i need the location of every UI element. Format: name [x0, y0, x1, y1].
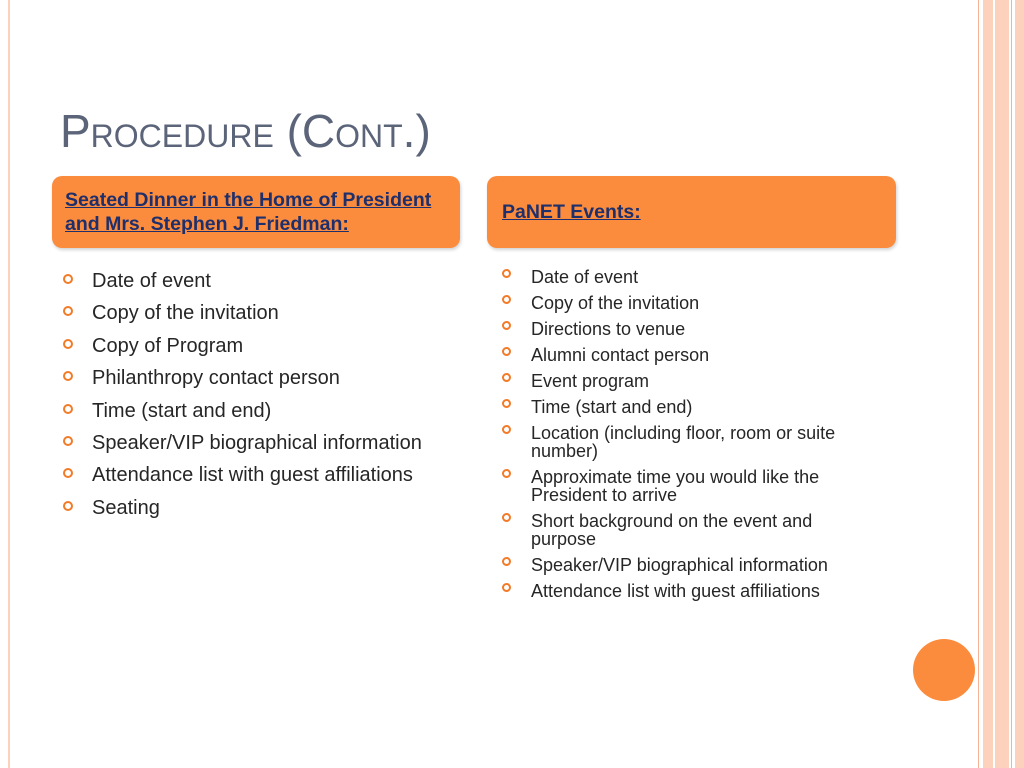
list-item: [60, 427, 440, 459]
list-item: [498, 556, 863, 574]
left-column-header: [52, 176, 460, 248]
list-item: [498, 294, 863, 312]
decorative-circle: [913, 639, 975, 701]
list-item: [60, 492, 440, 524]
ring-bullet-icon: [502, 557, 511, 566]
list-item-text: Short background on the event and purpose: [531, 511, 813, 549]
left-column-header-text: Seated Dinner in the Home of President and Mrs. Stephen J. Friedman:: [65, 189, 432, 235]
list-item-text: Directions to venue: [531, 319, 686, 339]
ring-bullet-icon: [502, 321, 511, 330]
list-item-text: Approximate time you would like the President to arrive: [531, 467, 820, 505]
ring-bullet-icon: [502, 399, 511, 408]
right-border-stripe: [1015, 0, 1024, 768]
list-item-text: Time (start and end): [531, 397, 693, 417]
ring-bullet-icon: [502, 513, 511, 522]
right-column-header: [487, 176, 896, 248]
list-item: [498, 512, 863, 548]
ring-bullet-icon: [63, 404, 73, 414]
list-item-text: Alumni contact person: [531, 345, 710, 365]
ring-bullet-icon: [63, 468, 73, 478]
list-item: [60, 362, 440, 394]
list-item-text: Speaker/VIP biographical information: [92, 431, 422, 454]
list-item-text: Attendance list with guest affiliations: [531, 581, 820, 601]
slide-title: Procedure (Cont.): [60, 105, 431, 157]
list-item: [60, 330, 440, 362]
ring-bullet-icon: [502, 269, 511, 278]
right-bullet-list: [498, 268, 863, 608]
list-item: [498, 372, 863, 390]
list-item: [60, 459, 440, 491]
ring-bullet-icon: [63, 306, 73, 316]
ring-bullet-icon: [502, 469, 511, 478]
ring-bullet-icon: [63, 501, 73, 511]
list-item-text: Speaker/VIP biographical information: [531, 555, 828, 575]
list-item-text: Copy of the invitation: [92, 302, 279, 325]
list-item: [60, 265, 440, 297]
list-item-text: Philanthropy contact person: [92, 367, 340, 390]
ring-bullet-icon: [63, 371, 73, 381]
left-border-rule: [8, 0, 10, 768]
ring-bullet-icon: [63, 274, 73, 284]
ring-bullet-icon: [502, 295, 511, 304]
list-item-text: Copy of the invitation: [531, 293, 700, 313]
list-item-text: Event program: [531, 371, 650, 391]
list-item: [498, 268, 863, 286]
list-item-text: Date of event: [531, 267, 639, 287]
list-item-text: Location (including floor, room or suite number): [531, 423, 836, 461]
right-border-stripe: [1011, 0, 1012, 768]
right-border-stripe: [983, 0, 993, 768]
ring-bullet-icon: [502, 373, 511, 382]
list-item: [498, 320, 863, 338]
right-column-header-text: PaNET Events:: [502, 201, 641, 223]
list-item: [498, 398, 863, 416]
right-border-stripe: [978, 0, 979, 768]
list-item: [60, 297, 440, 329]
list-item-text: Date of event: [92, 270, 211, 292]
ring-bullet-icon: [502, 583, 511, 592]
ring-bullet-icon: [502, 347, 511, 356]
list-item-text: Time (start and end): [92, 399, 272, 422]
right-border-stripe: [995, 0, 1009, 768]
list-item: [498, 346, 863, 364]
ring-bullet-icon: [502, 425, 511, 434]
list-item: [498, 468, 863, 504]
list-item: [498, 424, 863, 460]
ring-bullet-icon: [63, 339, 73, 349]
list-item-text: Attendance list with guest affiliations: [92, 464, 413, 487]
list-item-text: Seating: [92, 496, 160, 519]
ring-bullet-icon: [63, 436, 73, 446]
list-item: [498, 582, 863, 600]
list-item: [60, 395, 440, 427]
left-bullet-list: [60, 265, 440, 524]
list-item-text: Copy of Program: [92, 334, 244, 357]
